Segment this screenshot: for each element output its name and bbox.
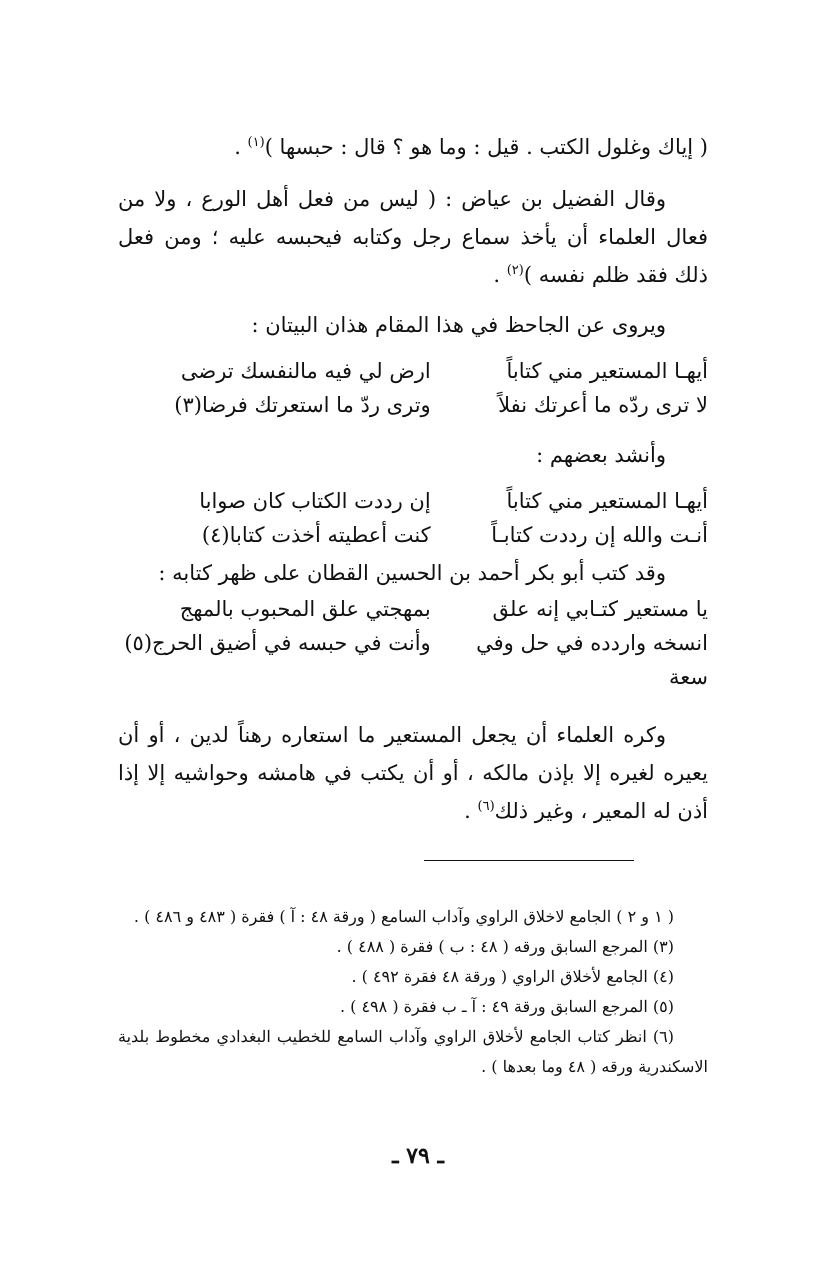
paragraph-1-text: ( إياك وغلول الكتب . قيل : وما هو ؟ قال : حبسها ) (264, 135, 708, 159)
verse-first-hemistich: أيهـا المستعير مني كتاباً (506, 359, 708, 383)
verse-first-hemistich: أنـت والله إن رددت كتابـاً (491, 523, 708, 547)
verse-second-hemistich: وأنت في حبسه في أضيق الحرج(٥) (124, 631, 431, 655)
verse-first-hemistich: يا مستعير كتـابي إنه علق (492, 597, 708, 621)
footnote-3: (٣) المرجع السابق ورقه ( ٤٨ : ب ) فقرة ( ٤٨٨ ) . (336, 937, 674, 956)
footnote-separator (424, 860, 634, 861)
verse-line (118, 626, 708, 694)
verse-first-hemistich: انسخه واردده في حل وفي سعة (476, 631, 708, 689)
paragraph-6-end: . (464, 799, 478, 823)
paragraph-1-end: . (234, 135, 248, 159)
footnote-5: (٥) المرجع السابق ورقة ٤٩ : آ ـ ب فقرة ( ٤٩٨ ) . (339, 997, 674, 1016)
footnote-ref-1: (١) (247, 135, 265, 150)
footnote-1-2: ( ١ و ٢ ) الجامع لاخلاق الراوي وآداب السامع ( ورقة ٤٨ : آ ) فقرة ( ٤٨٣ و ٤٨٦ ) . (133, 907, 674, 926)
paragraph-2-text: وقال الفضيل بن عياض : ( ليس من فعل أهل الورع ، ولا من فعال العلماء أن يأخذ سماع رجل وكتابه فيحبسه عليه ؛ ومن فعل ذلك فقد ظلم نفسه ) (118, 187, 708, 287)
verse-second-hemistich: وترى ردّ ما استعرتك فرضا(٣) (174, 393, 431, 417)
paragraph-5: وقد كتب أبو بكر أحمد بن الحسين القطان على ظهر كتابه : (158, 561, 666, 585)
page-number: ـ ٧٩ ـ (392, 1143, 444, 1169)
paragraph-6 (118, 716, 708, 830)
paragraph-6-text: وكره العلماء أن يجعل المستعير ما استعاره رهناً لدين ، أو أن يعيره لغيره إلا بإذن مالكه ، أو أن يكتب في هامشه وحواشيه إلا إذا أذن له المعير ، وغير ذلك (118, 723, 708, 823)
verse-first-hemistich: أيهـا المستعير مني كتاباً (506, 489, 708, 513)
paragraph-4: وأنشد بعضهم : (536, 443, 666, 467)
paragraph-2 (118, 180, 708, 294)
footnote-ref-2: (٢) (506, 263, 524, 278)
verse-line (118, 518, 708, 552)
verse-line (118, 388, 708, 422)
footnote-ref-6: (٦) (477, 799, 495, 814)
paragraph-1 (118, 128, 708, 166)
poem-anonymous (118, 484, 708, 552)
footnote-4: (٤) الجامع لأخلاق الراوي ( ورقة ٤٨ فقرة ٤٩٢ ) . (351, 967, 674, 986)
poem-qattan (118, 592, 708, 694)
footnote-6: (٦) انظر كتاب الجامع لأخلاق الراوي وآداب السامع للخطيب البغدادي مخطوط بلدية الاسكندرية ورقه ( ٤٨ وما بعدها ) . (118, 1027, 708, 1076)
verse-second-hemistich: إن رددت الكتاب كان صوابا (199, 489, 431, 513)
paragraph-2-end: . (493, 263, 507, 287)
verse-first-hemistich: لا ترى ردّه ما أعرتك نفلاً (498, 393, 708, 417)
verse-second-hemistich: بمهجتي علق المحبوب بالمهج (179, 597, 431, 621)
verse-line (118, 592, 708, 626)
verse-second-hemistich: ارض لي فيه مالنفسك ترضى (180, 359, 431, 383)
verse-second-hemistich: كنت أعطيته أخذت كتابا(٤) (201, 523, 431, 547)
paragraph-3: ويروى عن الجاحظ في هذا المقام هذان البيتان : (251, 313, 666, 337)
verse-line (118, 354, 708, 388)
verse-line (118, 484, 708, 518)
footnotes (118, 902, 708, 1082)
poem-jahiz (118, 354, 708, 422)
main-text (118, 128, 708, 844)
